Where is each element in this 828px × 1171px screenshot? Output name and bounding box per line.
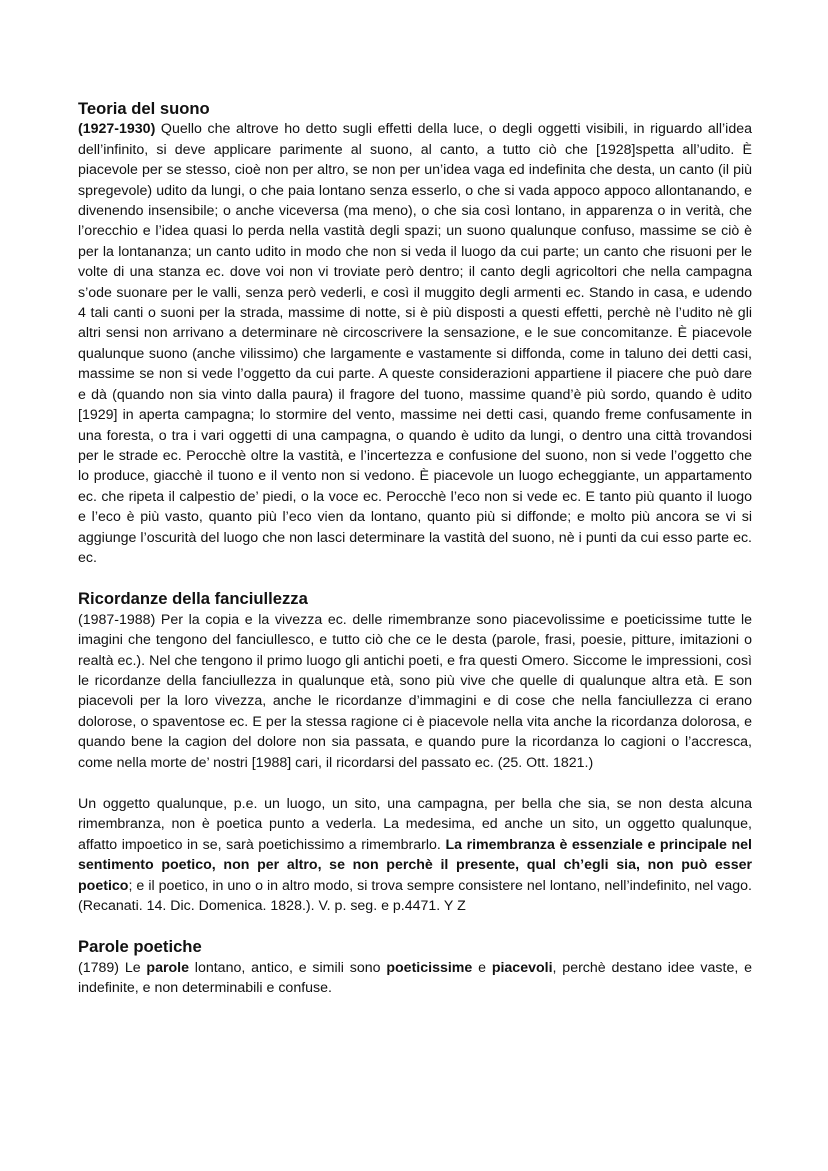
text-run: ; e il poetico, in uno o in altro modo, si trova sempre consistere nel lontano, nell’indefinito, nel vago. (Recanati. 14. Dic. Domenica. 1828.). V. p. seg. e p.4471. Y Z [78,877,752,915]
text-run: , perchè destano idee vaste, e indefinite, e non determinabili e confuse. [78,959,752,997]
bold-run: poeticissime [386,959,473,976]
text-run: lontano, antico, e simili sono [189,959,387,976]
paragraph [78,958,752,999]
section-title-ricordanze: Ricordanze della fanciullezza [78,589,308,609]
section-title-parole-poetiche: Parole poetiche [78,937,202,957]
date-range: (1927-1930) [78,121,156,138]
paragraph [78,119,752,568]
text-run: Quello che altrove ho detto sugli effetti della luce, o degli oggetti visibili, in riguardo all’idea dell’infinito, si deve applicare parimente al suono, al canto, a tutto ciò che [1928]spetta all’udito. È piacevole per se stesso, cioè non per altro, se non per un’idea vaga ed indefinita che desta, un canto (il più spregevole) udito da lungi, o che paia lontano senza esserlo, o che si vada appoco appoco allontanando, e divenendo insensibile; o anche viceversa (ma meno), o che sia così lontano, in apparenza o in verità, che l’orecchio e l’idea quasi lo perda nella vastità degli spazi; un suono qualunque confuso, massime se ciò è per la lontananza; un canto udito in modo che non si veda il luogo da cui parte; un canto che risuoni per le volte di una stanza ec. dove voi non vi troviate però dentro; il canto degli agricoltori che nella campagna s’ode suonare per le valli, senza però vederli, e così il muggito degli armenti ec. Stando in casa, e udendo 4 tali canti o suoni per la strada, massime di notte, si è più disposti a questi effetti, perchè nè l’udito nè gli altri sensi non arrivano a determinare nè circoscrivere la sensazione, e le sue concomitanze. È piacevole qualunque suono (anche vilissimo) che largamente e vastamente si diffonda, come in taluno dei detti casi, massime se non si vede l’oggetto da cui parte. A queste considerazioni appartiene il piacere che può dare e dà (quando non sia vinto dalla paura) il fragore del tuono, massime quand’è più sordo, quando è udito [1929] in aperta campagna; lo stormire del vento, massime nei detti casi, quando freme confusamente in una foresta, o tra i vari oggetti di una campagna, o quando è udito da lungi, o dentro una città trovandosi per le strade ec. Perocchè oltre la vastità, e l’incertezza e confusione del suono, non si vede l’oggetto che lo produce, giacchè il tuono e il vento non si vedono. È piacevole un luogo echeggiante, un appartamento ec. che ripeta il calpestio de’ piedi, o la voce ec. Perocchè l’eco non si vede ec. E tanto più quanto il luogo e l’eco è più vasto, quanto più l’eco vien da lontano, quanto più si diffonde; e molto più ancora se vi si aggiunge l’oscurità del luogo che non lasci determinare la vastità del suono, nè i punti da cui esso parte ec. ec. [78,121,752,566]
section-title-teoria-del-suono: Teoria del suono [78,99,210,118]
document-page [78,99,752,999]
bold-run: piacevoli [491,959,553,976]
bold-run: parole [146,959,189,976]
text-run: Un oggetto qualunque, p.e. un luogo, un sito, una campagna, per bella che sia, se non desta alcuna rimembranza, non è poetica punto a vederla. La medesima, ed anche un sito, un oggetto qualunque, affatto impoetico in se, sarà poetichissimo a rimembrarlo. [78,796,752,853]
text-run: (1789) Le [78,959,147,976]
paragraph [78,794,752,916]
text-run: e [472,959,492,976]
bold-run: La rimembranza è essenziale e principale nel sentimento poetico, non per altro, se non perchè il presente, qual ch’egli sia, non può esser poetico [78,836,752,894]
text-run: (1987-1988) Per la copia e la vivezza ec. delle rimembranze sono piacevolissime e poeticissime tutte le imagini che tengono del fanciullesco, e tutto ciò che ce le desta (parole, frasi, poesie, pitture, imitazioni o realtà ec.). Nel che tengono il primo luogo gli antichi poeti, e fra questi Omero. Siccome le impressioni, così le ricordanze della fanciullezza in qualunque età, sono più vive che quelle di qualunque altra età. E son piacevoli per la loro vivezza, anche le ricordanze d’immagini e di cose che nella fanciullezza ci erano dolorose, o spaventose ec. E per la stessa ragione ci è piacevole nella vita anche la ricordanza dolorosa, e quando bene la cagion del dolore non sia passata, e quando pure la ricordanza lo cagioni o l’accresca, come nella morte de’ nostri [1988] cari, il ricordarsi del passato ec. (25. Ott. 1821.) [78,611,752,771]
paragraph [78,610,752,773]
